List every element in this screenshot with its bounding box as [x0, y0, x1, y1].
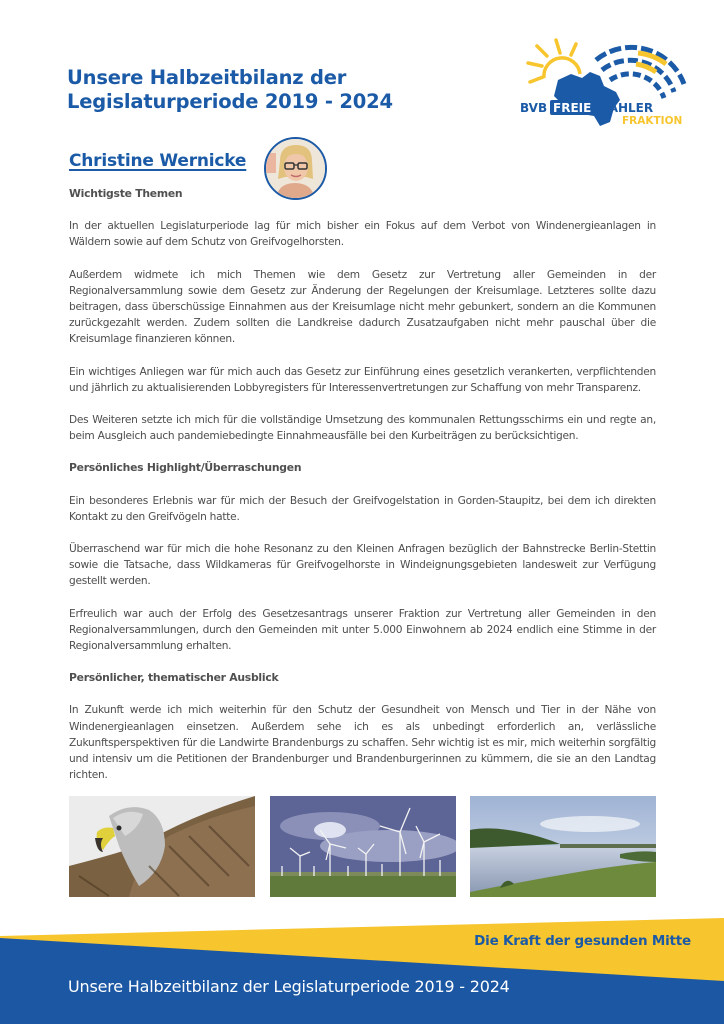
- paragraph: Erfreulich war auch der Erfolg des Gesetzesantrags unserer Fraktion zur Vertretung aller Gemeinden in den Regionalversammlungen, durch den Gemeinden mit unter 5.000 Einwohnern ab 2024 endlich eine Stimme in der Regionalversammlung erhalten.: [69, 607, 656, 653]
- footer-slogan: Die Kraft der gesunden Mitte: [474, 933, 691, 949]
- logo-text-waehler: WÄHLER: [596, 101, 654, 115]
- river-landscape-photo: [470, 796, 656, 897]
- paragraph: Außerdem widmete ich mich Themen wie dem Gesetz zur Vertretung aller Gemeinden in der Regionalversammlung sowie dem Gesetz zur Änderung der Regelungen der Kreisumlage. Letzteres sollte dazu beitragen, dass überschüssige Einnahmen aus der Kreisumlage nicht mehr gebunkert, sondern an die Kommunen zurückgezahlt werden. Zudem sollten die Landkreise dadurch Zusatzaufgaben nicht mehr pauschal über die Kreisumlage finanzieren können.: [69, 268, 656, 346]
- page-title-line-2: Legislaturperiode 2019 - 2024: [67, 90, 393, 113]
- paragraph: In der aktuellen Legislaturperiode lag für mich bisher ein Fokus auf dem Verbot von Windenergieanlagen in Wäldern sowie auf dem Schutz von Greifvogelhorsten.: [69, 220, 656, 249]
- section-wichtigste-themen: [69, 186, 656, 444]
- footer-shapes: [0, 905, 724, 1024]
- section-highlight: [69, 460, 656, 654]
- section-heading: Persönlicher, thematischer Ausblick: [69, 671, 279, 685]
- bvb-freie-waehler-logo: [516, 36, 696, 128]
- page-title-line-1: Unsere Halbzeitbilanz der: [67, 66, 347, 89]
- person-name: Christine Wernicke: [69, 151, 247, 171]
- eagle-photo: [69, 796, 255, 897]
- section-heading: Wichtigste Themen: [69, 187, 183, 200]
- logo-text-bvb: BVB: [520, 101, 548, 115]
- content-body: [69, 186, 656, 799]
- logo-text-freie: FREIE: [553, 101, 592, 115]
- logo-text-fraktion: FRAKTION: [622, 115, 683, 127]
- paragraph: Des Weiteren setzte ich mich für die vollständige Umsetzung des kommunalen Rettungsschirms ein und regte an, beim Ausgleich auch pandemiebedingte Einnahmeausfälle bei den Kurbeiträgen zu berücksichtigen.: [69, 414, 656, 443]
- river-landscape-icon: [470, 796, 656, 897]
- paragraph: Ein besonderes Erlebnis war für mich der Besuch der Greifvogelstation in Gorden-Staupitz, bei dem ich direkten Kontakt zu den Greifvögeln hatte.: [69, 494, 656, 523]
- paragraph: Ein wichtiges Anliegen war für mich auch das Gesetz zur Einführung eines gesetzlich verankerten, verpflichtenden und jährlich zu aktualisierenden Lobbyregisters für Interessenvertretungen zur Schaffung von mehr Transparenz.: [69, 365, 656, 394]
- logo-icon: [516, 36, 696, 128]
- photo-strip: [69, 796, 656, 897]
- page-title: [67, 66, 487, 114]
- footer-title: Unsere Halbzeitbilanz der Legislaturperiode 2019 - 2024: [68, 977, 510, 996]
- section-ausblick: [69, 670, 656, 783]
- wind-turbines-photo: [270, 796, 456, 897]
- paragraph: In Zukunft werde ich mich weiterhin für den Schutz der Gesundheit von Mensch und Tier in der Nähe von Windenergieanlagen einsetzen. Außerdem sehe ich es als unbedingt erforderlich an, verlässliche Zukunftsperspektiven für die Landwirte Brandenburgs zu schaffen. Sehr wichtig ist es mir, mich weiterhin sorgfältig und intensiv um die Petitionen der Brandenburger und Brandenburgerinnen zu kümmern, die sie an den Landtag richten.: [69, 704, 656, 782]
- wind-turbines-icon: [270, 796, 456, 897]
- section-heading: Persönliches Highlight/Überraschungen: [69, 461, 302, 475]
- footer-banner: [0, 905, 724, 1024]
- paragraph: Überraschend war für mich die hohe Resonanz zu den Kleinen Anfragen bezüglich der Bahnstrecke Berlin-Stettin sowie die Tatsache, dass Wildkameras für Greifvogelhorste in Windeignungsgebieten landesweit zur Verfügung gestellt werden.: [69, 543, 656, 588]
- eagle-icon: [69, 796, 255, 897]
